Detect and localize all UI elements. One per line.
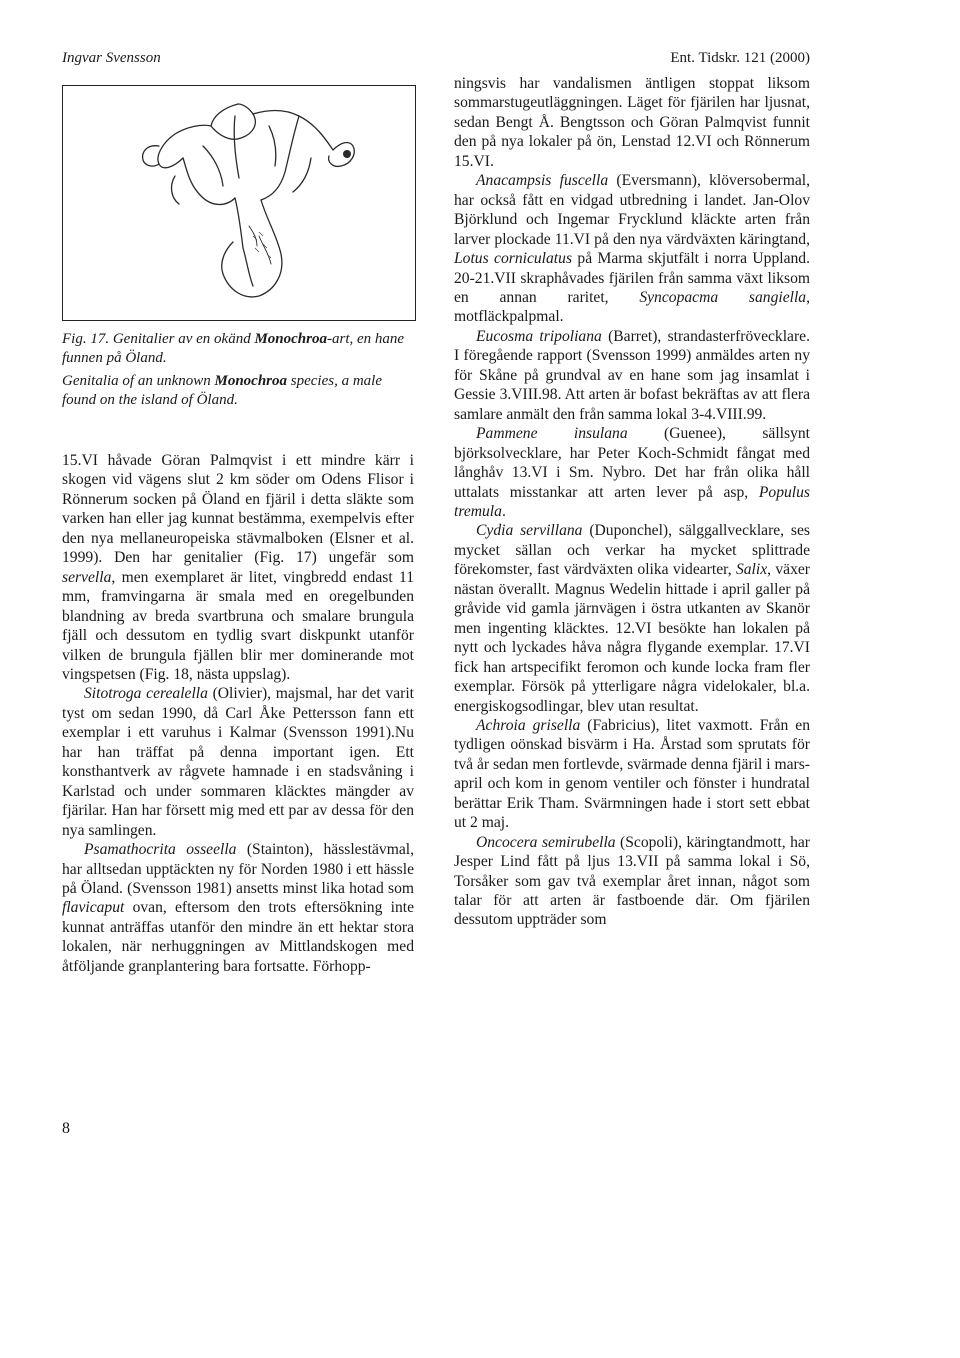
genitalia-mark [343, 150, 351, 158]
species-name: Cydia servillana [476, 522, 583, 540]
species-name: Anacampsis fuscella [476, 172, 609, 190]
paragraph-text: (Fabricius), litet vaxmott. Från en tydligen oönskad bisvärm i Ha. Årstad som sprutats för två år sedan men fortlevde, svärmade denna fjäril i mars-april och kom in genom ventiler och fönster i hundratal berättar Erik Tham. Svärmningen hade i stort sett ebbat ut 2 maj. [454, 716, 810, 832]
left-column [62, 451, 414, 976]
right-column [454, 74, 810, 930]
paragraph-text: (Barret), strandasterfrövecklare. I föregående rapport (Svensson 1999) anmäldes arten ny för Skåne på grundval av en hane som jag insamlat i Gessie 3.VIII.98. Att arten är bofast bekräftas av att flera samlare anmält den från samma lokal 3-4.VIII.99. [454, 327, 810, 423]
caption-en-text-end: species, a male found on the island of Öland. [62, 373, 383, 408]
genitalia-drawing [63, 86, 417, 322]
species-name: Eucosma tripoliana [476, 327, 602, 345]
paragraph-text: (Scopoli), käringtandmott, har Jesper Lind fått på ljus 13.VII på samma lokal i Sö, Torsåker som gav två exemplar året innan, något som talar för att arten är fastboende där. Om fjärilen dessutom uppträder som [454, 833, 810, 929]
caption-en-text: Genitalia of an unknown [62, 373, 215, 389]
paragraph-text: ovan, eftersom den trots eftersökning inte kunnat anträffas utanför den mindre än ett hektar stora lokalen, när nerhuggningen av Mittlandskogen med åtföljande granplantering bara fortsatte. Förhopp- [62, 899, 414, 975]
paragraph-monochroa [62, 451, 414, 684]
paragraph-text: (Stainton), hässlestävmal, har alltsedan upptäckten ny för Norden 1980 i ett hässle på Öland. (Svensson 1981) ansetts minst lika hotad som [62, 841, 414, 897]
paragraph-text: , motfläckpalpmal. [454, 288, 810, 326]
paragraph-cydia [454, 521, 810, 716]
species-name: Psamathocrita osseella [84, 841, 237, 859]
species-name: Populus tremula [454, 483, 810, 520]
species-name: Syncopacma sangiella [639, 288, 807, 306]
paragraph-continued: ningsvis har vandalismen äntligen stoppat liksom sommarstugeutläggningen. Läget för fjärilen har ljusnat, sedan Bengt Å. Bengtsson och Göran Palmqvist funnit den på nya lokaler på ön, Lenstad 12.VI och Rönnerum 15.VI. [454, 75, 810, 170]
species-name: Achroia grisella [476, 716, 581, 734]
paragraph-anacampsis [454, 171, 810, 327]
species-name: servella [62, 568, 112, 586]
paragraph-text: på Marma skjutfält i norra Uppland. 20-21.VII skraphåvades fjärilen från samma växt liksom en annan raritet, [454, 250, 810, 306]
running-header-author: Ingvar Svensson [62, 50, 161, 66]
paragraph-text: (Guenee), sällsynt björksolvecklare, har Peter Koch-Schmidt fångat med långhåv 13.VI i Sm. Nybro. Det har från olika håll uttalats misstankar att arten lever på asp, [454, 425, 810, 501]
paragraph-oncocera [454, 833, 810, 930]
species-name: Sitotroga cerealella [84, 685, 208, 703]
paragraph-text: 15.VI håvade Göran Palmqvist i ett mindre kärr i skogen vid vägens slut 2 km söder om Odens Flisor i Rönnerum socken på Öland en fjäril i detta släkte som varken han eller jag kunnat bestämma, exempelvis efter den nya mellaneuropeiska stävmalboken (Elsner et al. 1999). Den har genitalier (Fig. 17) ungefär som [62, 452, 414, 567]
paragraph-achroia [454, 716, 810, 833]
figure-genitalia [62, 85, 416, 321]
paragraph-text: (Olivier), majsmal, har det varit tyst om sedan 1990, då Carl Åke Pettersson fann ett exemplar i ett varuhus i Kalmar (Svensson 1991).Nu har han träffat på denna important igen. Ett konsthantverk av rågvete hamnade i en stadsvåning i Karlstad och under sommaren kläcktes mängder av fjärilar. Han har försett mig med ett par av dessa för den nya samlingen. [62, 685, 415, 839]
paragraph-text: (Eversmann), klöversobermal, har också fått en vidgad utbredning i landet. Jan-Olov Björklund och Ingemar Frycklund kläckte arten från larver plockade 11.VI på den nya värdväxten käringtand, [454, 172, 811, 248]
species-name: Oncocera semirubella [476, 833, 616, 851]
running-header-journal: Ent. Tidskr. 121 (2000) [670, 50, 810, 66]
caption-en-genus: Monochroa [214, 373, 288, 389]
caption-sv-genus: Monochroa [254, 331, 327, 347]
caption-sv-text-end: -art, en hane funnen på Öland. [62, 331, 405, 366]
figure-caption-swedish [62, 330, 418, 368]
paragraph-text: . [501, 502, 506, 520]
species-name: Pammene insulana [476, 425, 628, 443]
species-name: flavicaput [62, 899, 125, 917]
page-number: 8 [62, 1120, 70, 1137]
paragraph-pammene [454, 424, 810, 521]
species-name: Salix [735, 561, 768, 579]
figure-caption-english [62, 372, 418, 410]
paragraph-sitotroga [62, 684, 414, 840]
paragraph-text: , men exemplaret är litet, vingbredd endast 11 mm, framvingarna är smala med en oregelbunden blandning av breda svartbruna och smalare brungula fjäll och dessutom en tydlig svart diskpunkt utanför vilken de brungula fjällen blir mer dominerande mot vingspetsen (Fig. 18, nästa uppslag). [62, 568, 414, 683]
caption-sv-text: Fig. 17. Genitalier av en okänd [62, 331, 255, 347]
paragraph-eucosma [454, 327, 810, 424]
paragraph-text: , växer nästan överallt. Magnus Wedelin hittade i april galler på gråvide vid gamla järnvägen i östra utkanten av Skanör men ingenting kläcktes. 12.VI besökte han lokalen på nytt och lyckades håva några flygande exemplar. 17.VI fick han artspecifikt feromon och kunde locka fram fler exemplar. Försök på ytterligare några videlokaler, bl.a. energiskogsodlingar, blev utan resultat. [454, 561, 810, 715]
paragraph-psamathocrita [62, 840, 414, 976]
paragraph-text: (Duponchel), sälggallvecklare, ses mycket sällan och verkar ha mycket splittrade förekomster, fast värdväxten olika videarter, [454, 522, 810, 579]
species-name: Lotus corniculatus [454, 250, 573, 268]
